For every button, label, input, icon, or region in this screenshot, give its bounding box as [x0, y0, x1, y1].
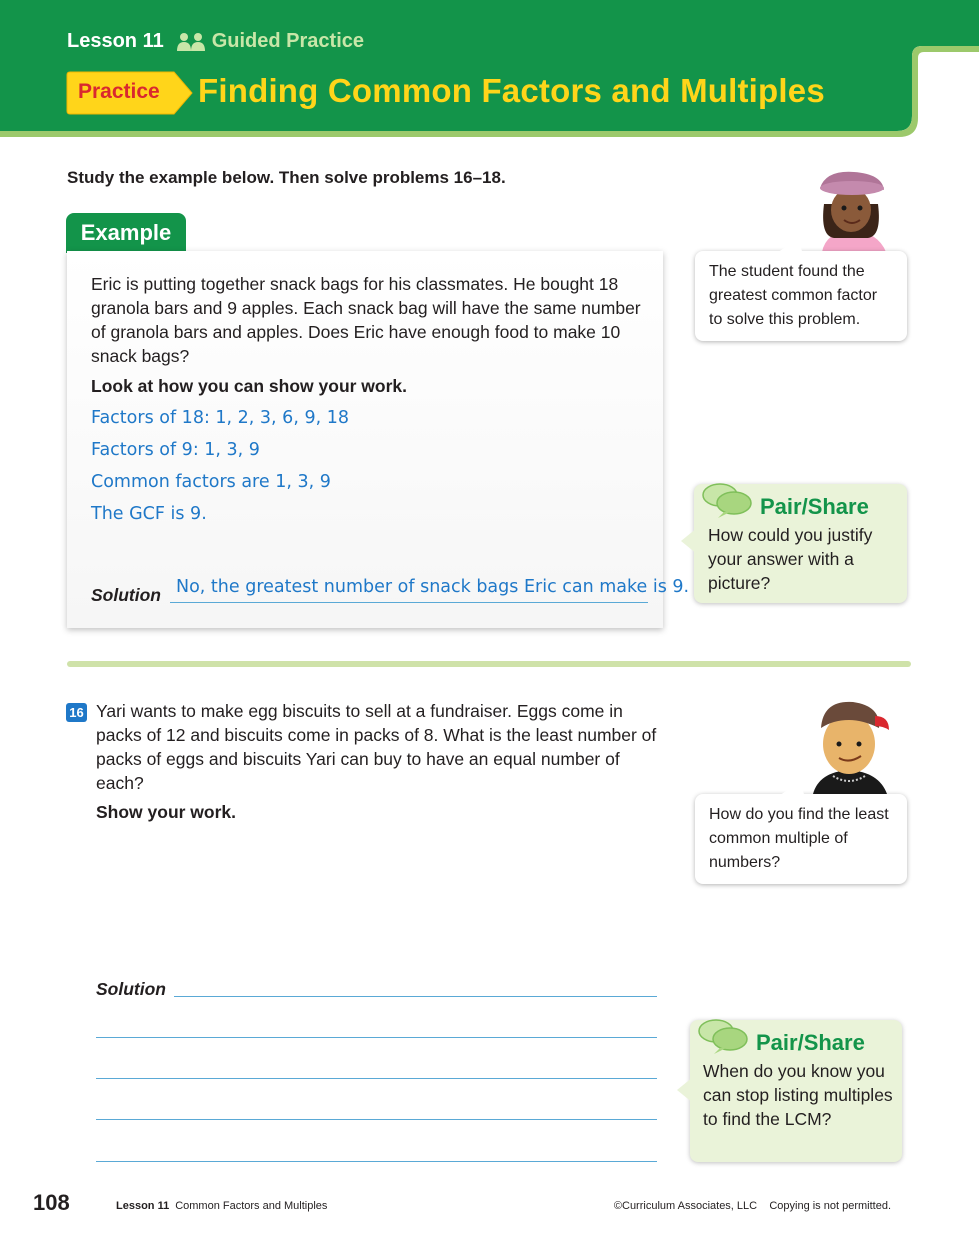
work-line: Common factors are 1, 3, 9 — [91, 472, 331, 492]
practice-label: Practice — [78, 80, 160, 103]
work-line: Factors of 9: 1, 3, 9 — [91, 440, 260, 460]
work-line: Factors of 18: 1, 2, 3, 6, 9, 18 — [91, 408, 349, 428]
bubble-tail — [772, 772, 808, 798]
speech-bubble-2 — [695, 794, 907, 884]
example-solution-line — [170, 602, 648, 603]
answer-line[interactable] — [96, 1037, 657, 1038]
example-show-work: Look at how you can show your work. — [91, 376, 408, 396]
example-tab: Example — [66, 213, 186, 253]
problem-16-text: Yari wants to make egg biscuits to sell at a fundraiser. Eggs come in packs of 12 and biscuits come in packs of 8. What is the least number of packs of eggs and biscuits Yari can buy to have an equal number of each? — [96, 701, 657, 793]
speech-bubble-1 — [695, 251, 907, 341]
bubble-tail — [770, 229, 806, 255]
people-icon — [176, 32, 206, 52]
answer-line[interactable] — [174, 996, 657, 997]
page-title: Finding Common Factors and Multiples — [198, 72, 825, 109]
example-solution-label: Solution — [91, 585, 161, 605]
example-problem-text: Eric is putting together snack bags for his classmates. He bought 18 granola bars and 9 apples. Each snack bag will have the same number of granola bars and apples. Does Eric have enough food to make 10 snack bags? — [91, 274, 641, 366]
footer-topic: Common Factors and Multiples — [175, 1200, 328, 1212]
footer-lesson-number: Lesson 11 — [116, 1200, 170, 1212]
student-avatar-boy — [803, 698, 895, 794]
guided-practice — [176, 30, 364, 53]
pair-share-title: Pair/Share — [756, 1030, 865, 1055]
pair-share-text: When do you know you can stop listing multiples to find the LCM? — [703, 1061, 893, 1129]
pair-share-title: Pair/Share — [760, 494, 869, 519]
pair-share-text: How could you justify your answer with a picture? — [708, 525, 873, 593]
instructions: Study the example below. Then solve problems 16–18. — [67, 168, 506, 187]
answer-line[interactable] — [96, 1119, 657, 1120]
bubble-text: The student found the greatest common factor to solve this problem. — [709, 263, 878, 328]
work-line: The GCF is 9. — [91, 504, 207, 524]
student-avatar-girl — [806, 166, 896, 252]
problem-16-show-work: Show your work. — [96, 802, 237, 822]
pair-share-tail — [677, 1077, 693, 1103]
problem-number-badge: 16 — [66, 703, 87, 722]
chat-bubbles-icon — [696, 1017, 752, 1055]
pair-share-tail — [681, 528, 697, 554]
example-solution-answer: No, the greatest number of snack bags Eric can make is 9. — [176, 577, 690, 597]
section-divider — [67, 661, 911, 667]
page-number: 108 — [33, 1190, 70, 1215]
section-label: Guided Practice — [211, 30, 364, 52]
lesson-line — [67, 30, 364, 53]
bubble-text: How do you find the least common multiple of numbers? — [709, 806, 889, 871]
chat-bubbles-icon — [700, 481, 756, 519]
answer-line[interactable] — [96, 1161, 657, 1162]
answer-line[interactable] — [96, 1078, 657, 1079]
problem-16-solution-label: Solution — [96, 979, 166, 999]
footer-copyright: ©Curriculum Associates, LLC Copying is not permitted. — [613, 1200, 891, 1212]
footer-lesson — [116, 1200, 327, 1212]
lesson-number: Lesson 11 — [67, 30, 164, 52]
